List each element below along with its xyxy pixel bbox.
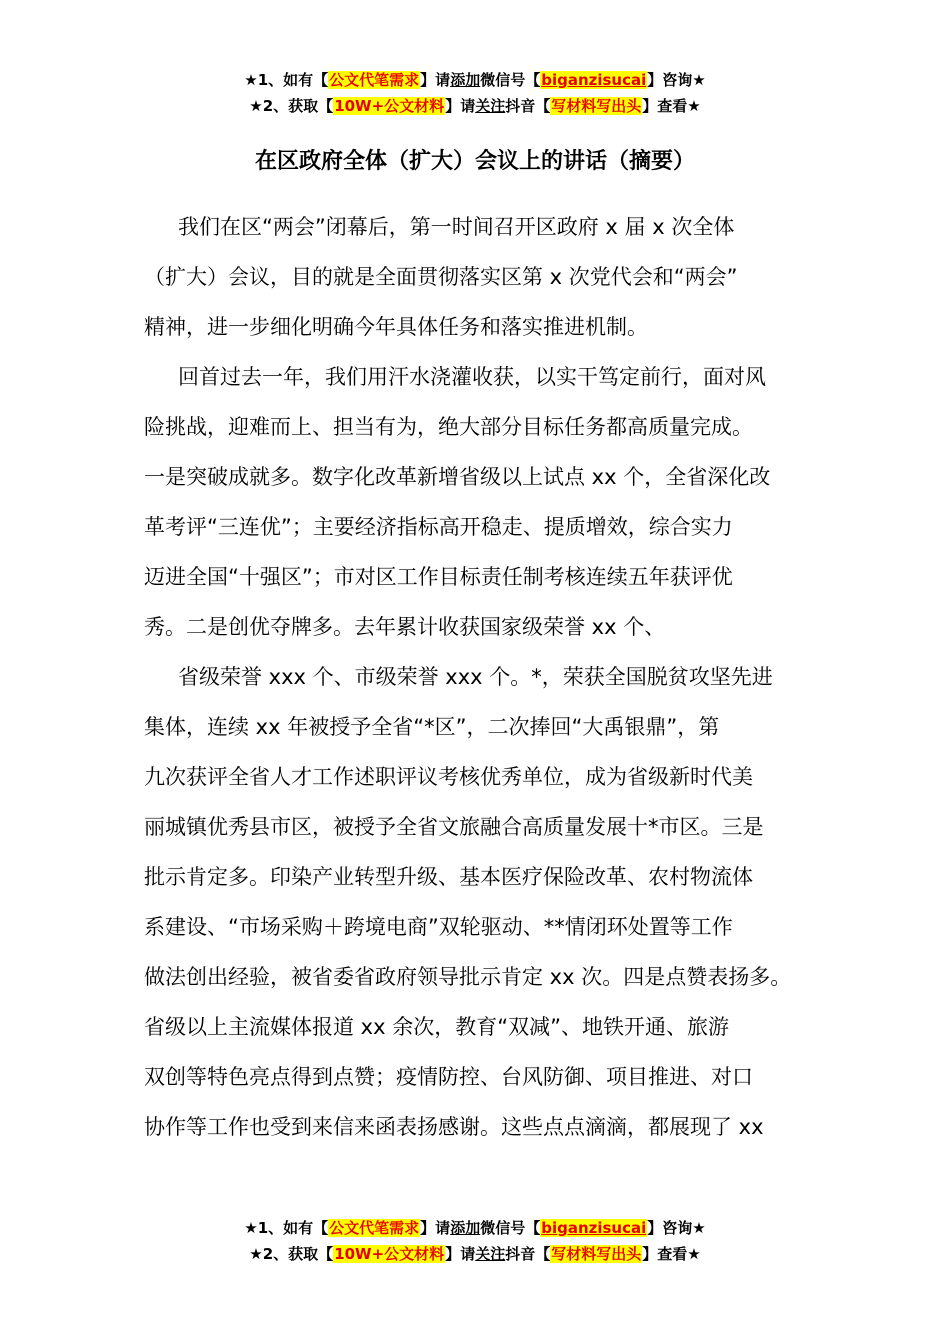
banner-text: 】请	[445, 97, 476, 115]
text-line: 险挑战，迎难而上、担当有为，绝大部分目标任务都高质量完成。	[144, 415, 753, 439]
wechat-id-link[interactable]: biganzisucai	[541, 71, 647, 89]
text-line: 省级荣誉 xxx 个、市级荣誉 xxx 个。*，荣获全国脱贫攻坚先进	[178, 665, 773, 689]
banner-text: 】咨询★	[647, 1219, 706, 1237]
banner-text: 微信号【	[480, 71, 541, 89]
banner-text: 微信号【	[480, 1219, 541, 1237]
text-line: 集体，连续 xx 年被授予全省“*区”，二次捧回“大禹银鼎”，第	[144, 715, 720, 739]
banner-underline-text: 关注	[475, 97, 506, 115]
paragraph-3	[144, 652, 820, 1152]
text-line: 我们在区“两会”闭幕后，第一时间召开区政府 x 届 x 次全体	[178, 215, 735, 239]
footer-banner	[0, 1215, 950, 1267]
douyin-account: 写材料写出头	[551, 97, 642, 115]
text-line: （扩大）会议，目的就是全面贯彻落实区第 x 次党代会和“两会”	[144, 265, 738, 289]
text-line: 做法创出经验，被省委省政府领导批示肯定 xx 次。四是点赞表扬多。	[144, 965, 792, 989]
banner-underline-text: 添加	[450, 71, 481, 89]
banner-text: 】查看★	[642, 97, 701, 115]
banner-line-2	[0, 1241, 950, 1267]
text-line: 协作等工作也受到来信来函表扬感谢。这些点点滴滴，都展现了 xx	[144, 1115, 764, 1139]
highlight-materials: 10W+公文材料	[334, 97, 445, 115]
text-line: 批示肯定多。印染产业转型升级、基本医疗保险改革、农村物流体	[144, 865, 753, 889]
header-banner	[0, 67, 950, 119]
banner-text: 】咨询★	[647, 71, 706, 89]
text-line: 双创等特色亮点得到点赞；疫情防控、台风防御、项目推进、对口	[144, 1065, 753, 1089]
text-line: 精神，进一步细化明确今年具体任务和落实推进机制。	[144, 315, 648, 339]
banner-text: 】请	[420, 71, 451, 89]
banner-text: ★1、如有【	[244, 1219, 329, 1237]
banner-text: 抖音【	[505, 97, 551, 115]
douyin-account: 写材料写出头	[551, 1245, 642, 1263]
text-line: 回首过去一年，我们用汗水浇灌收获，以实干笃定前行，面对风	[178, 365, 766, 389]
banner-text: 】请	[445, 1245, 476, 1263]
text-line: 革考评“三连优”；主要经济指标高开稳走、提质增效，综合实力	[144, 515, 733, 539]
paragraph-1	[144, 202, 820, 352]
banner-line-2	[0, 93, 950, 119]
banner-text: 抖音【	[505, 1245, 551, 1263]
paragraph-2	[144, 352, 820, 652]
text-line: 一是突破成就多。数字化改革新增省级以上试点 xx 个，全省深化改	[144, 465, 771, 489]
document-title: 在区政府全体（扩大）会议上的讲话（摘要）	[254, 149, 695, 174]
document-body	[144, 202, 820, 1152]
text-line: 秀。二是创优夺牌多。去年累计收获国家级荣誉 xx 个、	[144, 615, 666, 639]
text-line: 丽城镇优秀县市区，被授予全省文旅融合高质量发展十*市区。三是	[144, 815, 764, 839]
banner-text: 】请	[420, 1219, 451, 1237]
text-line: 省级以上主流媒体报道 xx 余次，教育“双减”、地铁开通、旅游	[144, 1015, 729, 1039]
banner-text: ★2、获取【	[249, 97, 334, 115]
banner-text: ★1、如有【	[244, 71, 329, 89]
highlight-service: 公文代笔需求	[329, 1219, 420, 1237]
highlight-materials: 10W+公文材料	[334, 1245, 445, 1263]
text-line: 九次获评全省人才工作述职评议考核优秀单位，成为省级新时代美	[144, 765, 753, 789]
banner-underline-text: 关注	[475, 1245, 506, 1263]
banner-text: 】查看★	[642, 1245, 701, 1263]
banner-line-1	[0, 67, 950, 93]
highlight-service: 公文代笔需求	[329, 71, 420, 89]
banner-underline-text: 添加	[450, 1219, 481, 1237]
banner-line-1	[0, 1215, 950, 1241]
wechat-id-link[interactable]: biganzisucai	[541, 1219, 647, 1237]
banner-text: ★2、获取【	[249, 1245, 334, 1263]
text-line: 系建设、“市场采购＋跨境电商”双轮驱动、**情闭环处置等工作	[144, 915, 733, 939]
text-line: 迈进全国“十强区”；市对区工作目标责任制考核连续五年获评优	[144, 565, 733, 589]
